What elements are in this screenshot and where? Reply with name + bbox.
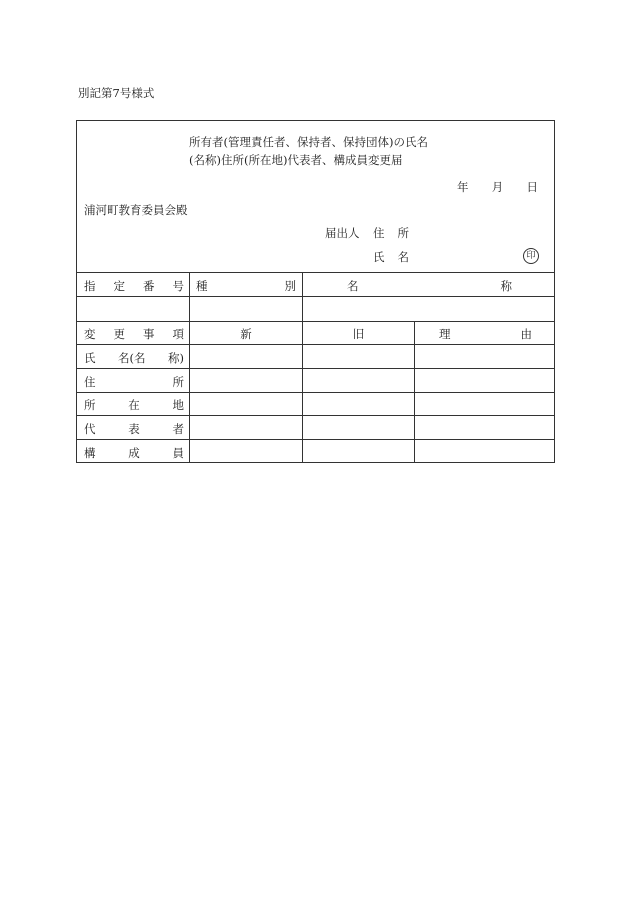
date-field[interactable] bbox=[457, 179, 538, 195]
row-label-members: 構 成 員 bbox=[84, 446, 184, 460]
members-new-input[interactable] bbox=[190, 440, 302, 462]
row-label-name: 氏 名(名 称) bbox=[84, 351, 184, 365]
row-label-location: 所 在 地 bbox=[84, 398, 184, 412]
name-old-input[interactable] bbox=[303, 345, 414, 368]
header-reason: 理 由 bbox=[439, 327, 532, 341]
form-title-line-1: 所有者(管理責任者、保持者、保持団体)の氏名 bbox=[189, 135, 428, 149]
form-title-line-2: (名称)住所(所在地)代表者、構成員変更届 bbox=[189, 153, 403, 167]
designation-number-input[interactable] bbox=[77, 297, 189, 321]
representative-reason-input[interactable] bbox=[415, 416, 555, 439]
header-name: 名 称 bbox=[347, 279, 512, 293]
address-old-input[interactable] bbox=[303, 369, 414, 392]
applicant-address-label: 住 所 bbox=[373, 226, 409, 240]
form-number-label: 別記第7号様式 bbox=[78, 86, 155, 100]
type-input[interactable] bbox=[190, 297, 302, 321]
applicant-label: 届出人 bbox=[325, 226, 360, 240]
header-new: 新 bbox=[240, 327, 252, 341]
members-reason-input[interactable] bbox=[415, 440, 555, 462]
representative-old-input[interactable] bbox=[303, 416, 414, 439]
name-input[interactable] bbox=[303, 297, 555, 321]
seal-icon[interactable]: 印 bbox=[523, 248, 539, 264]
table-top-rule bbox=[77, 272, 554, 273]
date-year-label: 年 bbox=[457, 180, 469, 194]
date-month-label: 月 bbox=[491, 180, 504, 194]
location-old-input[interactable] bbox=[303, 393, 414, 415]
row-label-representative: 代 表 者 bbox=[84, 422, 184, 436]
name-new-input[interactable] bbox=[190, 345, 302, 368]
row-label-address: 住 所 bbox=[84, 375, 184, 389]
header-type: 種 別 bbox=[196, 279, 296, 293]
header-change-item: 変 更 事 項 bbox=[84, 327, 184, 341]
header-designation-number: 指 定 番 号 bbox=[84, 279, 184, 293]
location-new-input[interactable] bbox=[190, 393, 302, 415]
date-day-label: 日 bbox=[526, 180, 538, 194]
representative-new-input[interactable] bbox=[190, 416, 302, 439]
address-new-input[interactable] bbox=[190, 369, 302, 392]
members-old-input[interactable] bbox=[303, 440, 414, 462]
notification-form bbox=[76, 120, 555, 463]
address-reason-input[interactable] bbox=[415, 369, 555, 392]
applicant-name-label: 氏 名 bbox=[373, 250, 409, 264]
name-reason-input[interactable] bbox=[415, 345, 555, 368]
addressee: 浦河町教育委員会殿 bbox=[84, 203, 188, 217]
header-old: 旧 bbox=[352, 327, 365, 341]
location-reason-input[interactable] bbox=[415, 393, 555, 415]
